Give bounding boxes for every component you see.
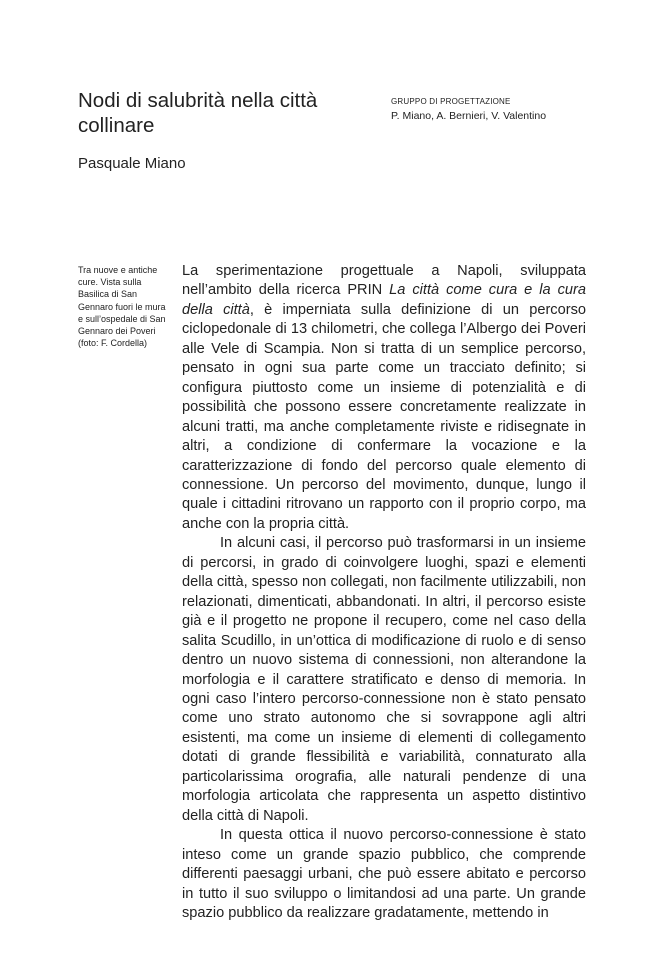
paragraph-1-text-a: La sperimentazione progettuale a Napoli, sviluppata nell’ambito della ricerca PRIN bbox=[182, 263, 586, 299]
design-group-names: P. Miano, A. Bernieri, V. Valentino bbox=[391, 110, 547, 122]
figure-caption: Tra nuove e antiche cure. Vista sulla Basilica di San Gennaro fuori le mura e sull’ospedale di San Gennaro dei Poveri (foto: F. Cordella) bbox=[78, 265, 166, 349]
project-title-italic: La città come cura e la cura della città bbox=[182, 282, 586, 318]
paragraph-1 bbox=[182, 262, 586, 534]
paragraph-2: In alcuni casi, il percorso può trasformarsi in un insieme di percorsi, in grado di coinvolgere luoghi, spazi e elementi della città, spesso non collegati, non facilmente utilizzabili, non relazionati, dimenticati, abbandonati. In altri, il percorso esiste già e il progetto ne propone il recupero, come nel caso della salita Scudillo, in un’ottica di modificazione di ruolo e di senso dentro un nuovo sistema di connessioni, non alterandone la morfologia e il carattere stratificato e denso di memoria. In ogni caso l’intero percorso-connessione non è stato pensato come uno strato autonomo che si sovrappone agli altri esistenti, ma come un insieme di elementi di collegamento dotati di grande flessibilità e variabilità, connaturato alla particolarissima orografia, alle naturali pendenze di una morfologia articolata che rappresenta un aspetto distintivo della città di Napoli. bbox=[182, 535, 586, 824]
author-name: Pasquale Miano bbox=[78, 155, 186, 172]
paragraph-1-text-b: , è imperniata sulla definizione di un percorso ciclopedonale di 13 chilometri, che collega l’Albergo dei Poveri alle Vele di Scampia. Non si tratta di un semplice percorso, pensato in ogni sua parte come un tracciato definito; si configura piuttosto come un insieme di potenzialità e di possibilità che possono essere concretamente realizzate in alcuni tratti, ma anche completamente riviste e ridisegnate in altri, a condizione di confermare la vocazione e la caratterizzazione di fondo del percorso quale elemento di connessione. Un percorso del movimento, dunque, lungo il quale i cittadini ritrovano un rapporto con il proprio corpo, ma anche con la propria città. bbox=[182, 301, 586, 532]
article-body bbox=[182, 262, 586, 923]
article-title: Nodi di salubrità nella città collinare bbox=[78, 89, 318, 137]
design-group bbox=[391, 96, 591, 123]
paragraph-3: In questa ottica il nuovo percorso-connessione è stato inteso come un grande spazio pubblico, che comprende differenti paesaggi urbani, che può essere abitato e percorso in tutto il suo sviluppo o limitandosi ad una parte. Un grande spazio pubblico da realizzare gradatamente, mettendo in bbox=[182, 827, 586, 921]
design-group-label: GRUPPO DI PROGETTAZIONE bbox=[391, 97, 511, 106]
